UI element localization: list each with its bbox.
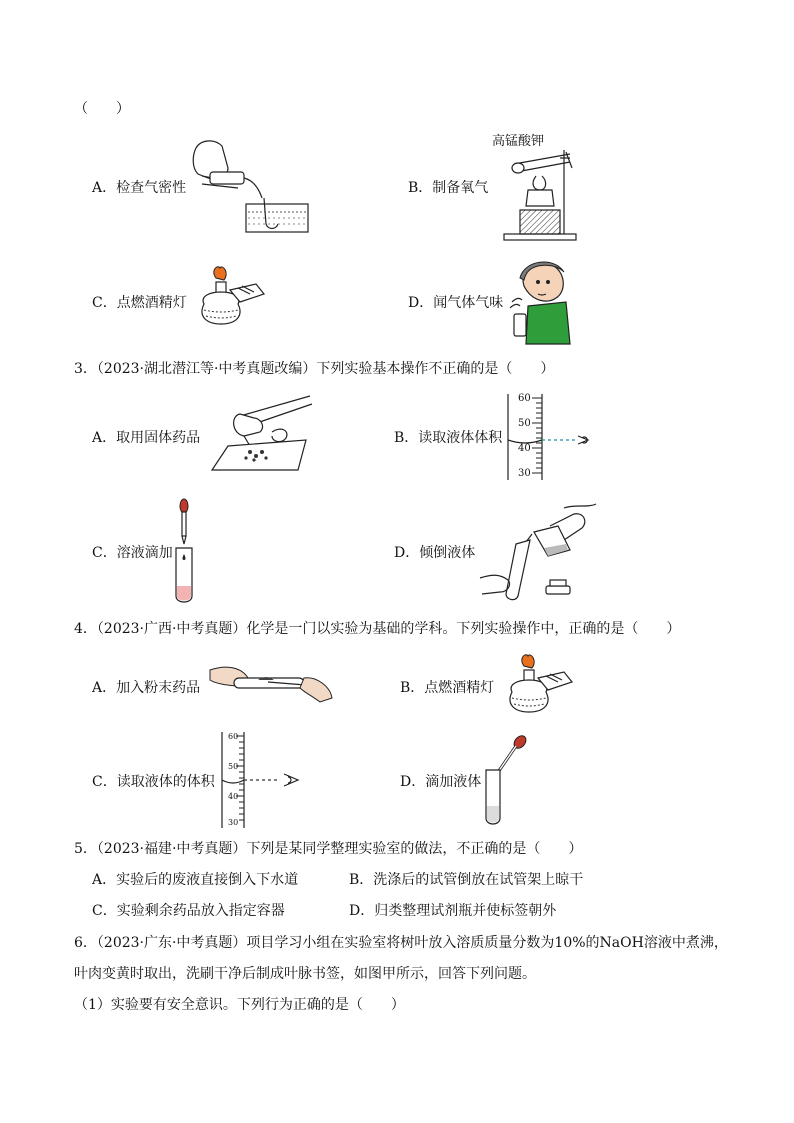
q4-a-powder-figure [208, 664, 334, 706]
q2-a-airtight-check-figure [188, 138, 268, 238]
q5-option-b: B．洗涤后的试管倒放在试管架上晾干 [349, 872, 584, 888]
q3-c-dropper-figure [172, 498, 196, 606]
q2-c-light-lamp-figure [190, 264, 270, 344]
q4-stem: 4．（2023·广西·中考真题）化学是一门以实验为基础的学科。下列实验操作中，正确的是（ ） [74, 621, 681, 637]
q3-option-b: B．读取液体体积 [394, 430, 503, 446]
q2-d-smell-gas-figure [508, 256, 574, 346]
q4-cyl-tick-60: 60 [228, 732, 239, 741]
q4-option-c: C．读取液体的体积 [92, 774, 215, 790]
q3-cyl-tick-30: 30 [518, 468, 531, 479]
q2-option-c: C．点燃酒精灯 [92, 295, 187, 311]
q2-b-oxygen-apparatus-figure [500, 150, 580, 245]
q4-cyl-tick-30: 30 [228, 818, 239, 827]
q3-cyl-tick-50: 50 [518, 418, 531, 429]
q3-a-solid-reagent-figure [210, 396, 316, 472]
q2-option-d: D．闻气体气味 [408, 295, 504, 311]
q3-cyl-tick-40: 40 [518, 443, 531, 454]
q4-d-dropper-figure [482, 734, 528, 828]
q5-option-a: A．实验后的废液直接倒入下水道 [92, 872, 299, 888]
q4-option-d: D．滴加液体 [400, 774, 482, 790]
q3-option-c: C．溶液滴加 [92, 545, 173, 561]
q3-b-cylinder-figure [498, 394, 598, 480]
q6-stem-line1: 6．（2023·广东·中考真题）项目学习小组在实验室将树叶放入溶质质量分数为10%的NaOH溶液中煮沸， [74, 935, 728, 951]
q5-option-d: D．归类整理试剂瓶并使标签朝外 [349, 903, 557, 919]
q4-c-cylinder-figure [218, 732, 304, 828]
q2-bracket: （ ） [74, 101, 130, 117]
q4-option-a: A．加入粉末药品 [92, 680, 201, 696]
q6-stem-line2: 叶肉变黄时取出，洗刷干净后制成叶脉书签，如图甲所示，回答下列问题。 [74, 966, 536, 982]
q3-option-d: D．倾倒液体 [394, 545, 476, 561]
q3-d-pour-liquid-figure [478, 500, 598, 604]
q3-stem: 3．（2023·湖北潜江等·中考真题改编）下列实验基本操作不正确的是（ ） [74, 361, 555, 377]
q4-option-b: B．点燃酒精灯 [400, 680, 495, 696]
q4-cyl-tick-50: 50 [228, 762, 239, 771]
q2-option-a: A．检查气密性 [92, 180, 187, 196]
q6-sub1: （1）实验要有安全意识。下列行为正确的是（ ） [74, 997, 405, 1013]
q2-option-b: B．制备氧气 [408, 180, 489, 196]
q3-cyl-tick-60: 60 [518, 393, 531, 404]
q5-option-c: C．实验剩余药品放入指定容器 [92, 903, 285, 919]
q4-b-light-lamp-figure [498, 652, 578, 732]
q3-option-a: A．取用固体药品 [92, 430, 201, 446]
q2-b-label: 高锰酸钾 [492, 134, 545, 149]
q4-cyl-tick-40: 40 [228, 792, 239, 801]
q5-stem: 5．（2023·福建·中考真题）下列是某同学整理实验室的做法，不正确的是（ ） [74, 841, 583, 857]
